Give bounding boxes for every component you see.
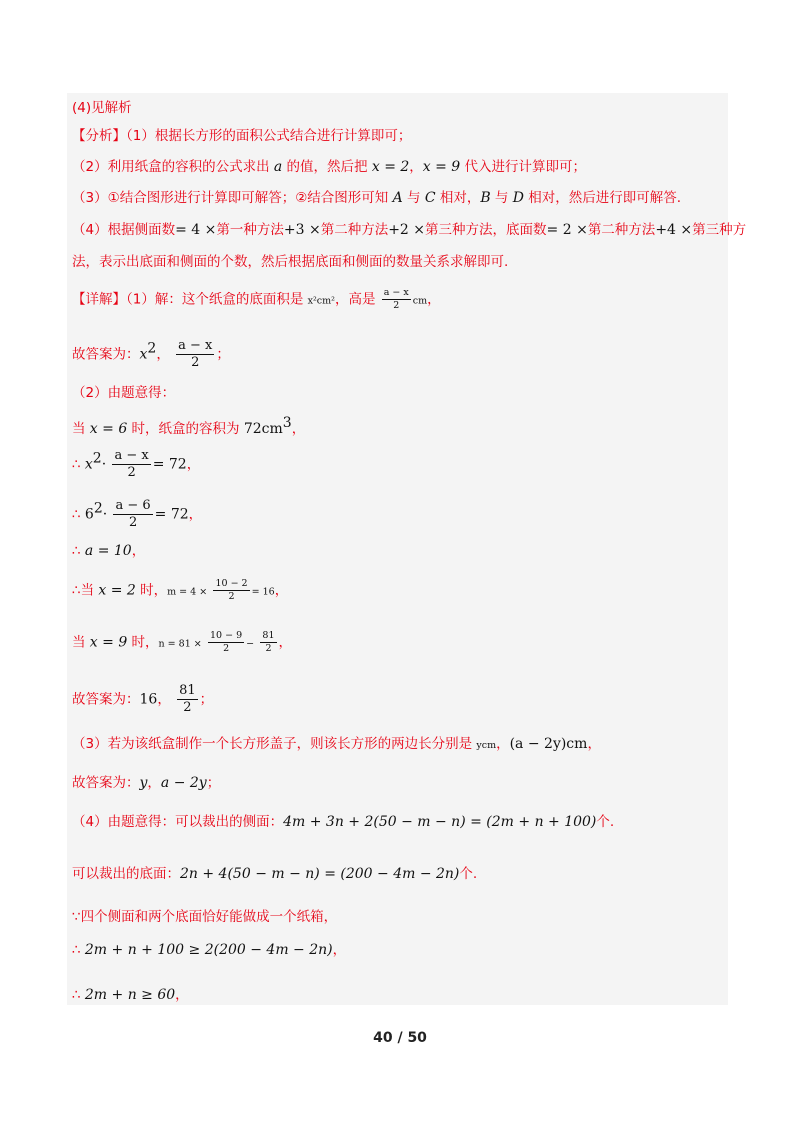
part2-line-when: 当 x = 6 时，纸盒的容积为 $72cm^3$， bbox=[72, 415, 306, 437]
part2-heading: （2）由题意得： bbox=[72, 385, 176, 401]
analysis-heading: 【分析】 bbox=[72, 128, 126, 144]
answer-2: 故答案为：16， $\frac{81}{2}$ ； bbox=[72, 683, 214, 715]
inequality-2: ∴ 2m + n ≥ 60， bbox=[72, 987, 189, 1003]
part4-label: (4)见解析 bbox=[72, 100, 132, 116]
detail-line-1: 【详解】（1）解：这个纸盒的底面积是 x²cm²，高是 $\frac{a - x}{2}$ cm， bbox=[72, 287, 441, 311]
part2-eq2: ∴ $6^2\cdot$ $\frac{a - 6}{2}$ = 72， bbox=[72, 498, 203, 530]
part2-eq1: ∴ $x^2\cdot$ $\frac{a - x}{2}$ = 72， bbox=[72, 448, 201, 480]
answer-1-fraction: $\frac{a - x}{2}$ bbox=[178, 338, 213, 370]
because-line: ∵四个侧面和两个底面恰好能做成一个纸箱， bbox=[72, 909, 338, 925]
part4-bottom: 可以裁出的底面：2n + 4(50 − m − n) = (200 − 4m − 2n)个. bbox=[72, 866, 478, 882]
detail-heading: 【详解】 bbox=[72, 291, 126, 308]
analysis-line-4: （4）根据侧面数= 4 ×第一种方法+3 ×第二种方法+2 ×第三种方法，底面数= 2 ×第二种方法+4 ×第三种方 bbox=[72, 222, 747, 238]
part3-line: （3）若为该纸盒制作一个长方形盖子，则该长方形的两边长分别是 ycm，(a − 2y)cm， bbox=[72, 736, 601, 752]
height-fraction: $\frac{a - x}{2}$ bbox=[383, 287, 409, 311]
part2-a-value: ∴ a = 10， bbox=[72, 543, 146, 559]
part2-m-value: ∴当 x = 2 时，m = 4 × $\frac{10 - 2}{2}$ = 16， bbox=[72, 578, 289, 602]
analysis-line-5: 法，表示出底面和侧面的个数，然后根据底面和侧面的数量关系求解即可. bbox=[72, 254, 509, 270]
analysis-line-1: 【分析】（1）根据长方形的面积公式结合进行计算即可； bbox=[72, 128, 412, 144]
analysis-line-3: （3）①结合图形进行计算即可解答；②结合图形可知 A 与 C 相对，B 与 D 相对，然后进行即可解答. bbox=[72, 190, 682, 206]
part2-n-value: 当 x = 9 时，n = 81 × $\frac{10 - 9}{2}$ − $\frac{81}{2}$ ， bbox=[72, 630, 293, 654]
answer-3: 故答案为：y，a − 2y； bbox=[72, 775, 221, 791]
inequality-1: ∴ 2m + n + 100 ≥ 2(200 − 4m − 2n)， bbox=[72, 942, 347, 958]
page-number: 40 / 50 bbox=[373, 1030, 427, 1046]
analysis-line-2: （2）利用纸盒的容积的公式求出 a 的值，然后把 x = 2，x = 9 代入进行计算即可； bbox=[72, 159, 587, 175]
answer-1: 故答案为：$x^2$， $\frac{a - x}{2}$ ； bbox=[72, 338, 230, 370]
part4-side: （4）由题意得：可以裁出的侧面：4m + 3n + 2(50 − m − n) = (2m + n + 100)个. bbox=[72, 814, 615, 830]
